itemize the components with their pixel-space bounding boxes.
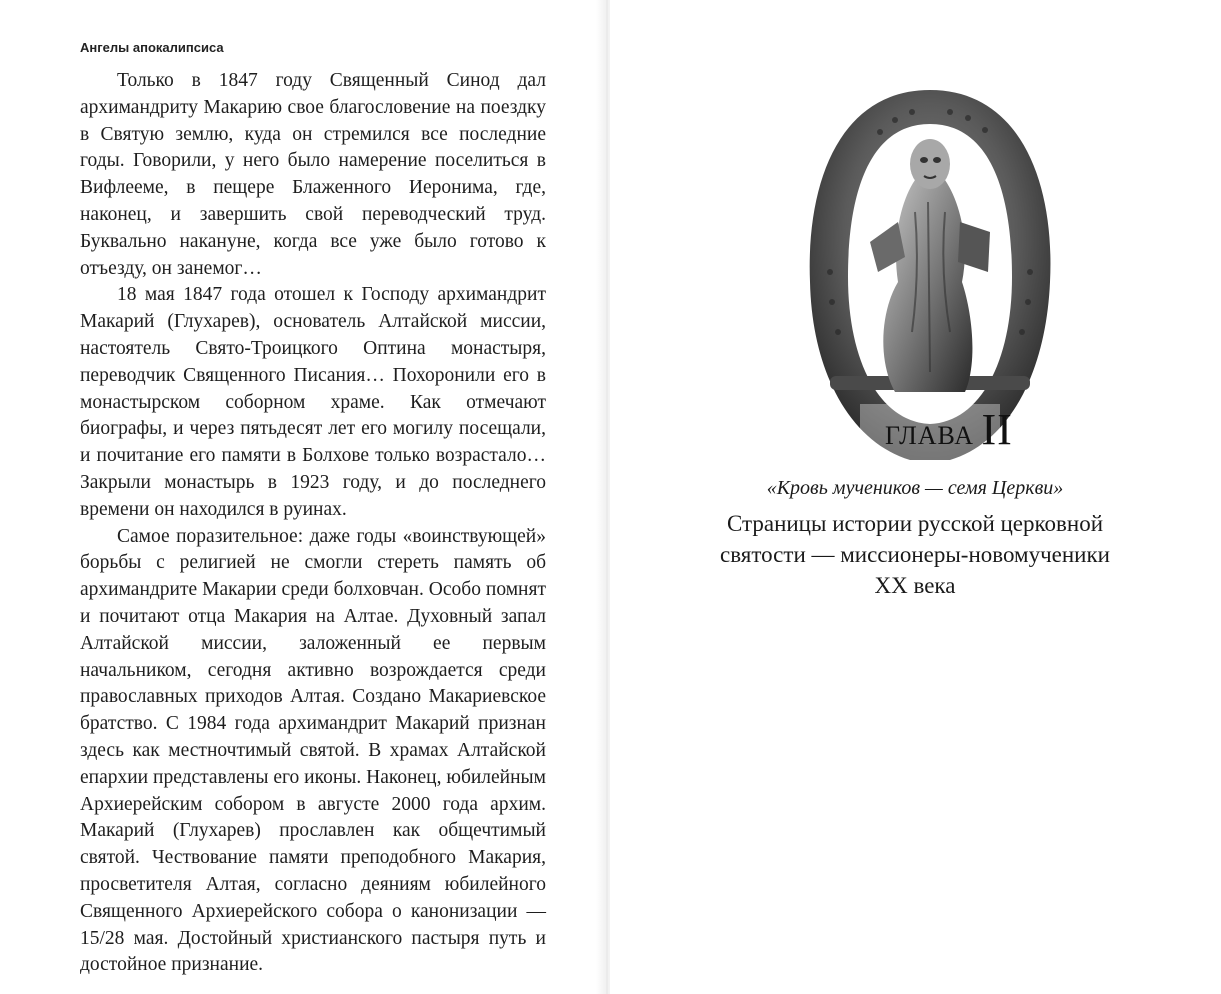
paragraph-3: Самое поразительное: даже годы «воинствующей» борьбы с религией не смогли стереть память об архимандрите Макарии среди болховчан. Особо помнят и почитают отца Макария на Алтае. Духовный запал Алтайской миссии, заложенный ее первым начальником, сегодня активно возрождается среди православных приходов Алтая. Создано Макариевское братство. С 1984 года архимандрит Макарий признан здесь как местночтимый святой. В храмах Алтайской епархии представлены его иконы. Наконец, юбилейным Архиерейским собором в августе 2000 года архим. Макарий (Глухарев) прославлен как общечтимый святой. Чествование памяти преподобного Макария, просветителя Алтая, согласно деяниям юбилейного Священного Архиерейского собора о канонизации — 15/28 мая. Достойный христианского пастыря путь и достойное признание. [80, 525, 546, 976]
chapter-label [885, 404, 1013, 455]
subtitle-line-3: XX века [874, 573, 956, 598]
subtitle-line-1: Страницы истории русской церковной [726, 511, 1104, 536]
subtitle-line-2: святости — миссионеры-новомученики [720, 542, 1110, 567]
paragraph-2: 18 мая 1847 года отошел к Господу архимандрит Макарий (Глухарев), основатель Алтайской миссии, настоятель Свято-Троицкого Оптина монастыря, переводчик Священного Писания… Похоронили его в монастырском соборном храме. Как отмечают биографы, и через пятьдесят лет его могилу посещали, и почитание его памяти в Болхове только возрастало… Закрыли монастырь в 1923 году, и до последнего времени он находился в руинах. [80, 284, 546, 520]
chapter-epigraph: «Кровь мучеников — семя Церкви» [766, 477, 1064, 499]
paragraph-1: Только в 1847 году Священный Синод дал архимандриту Макарию свое благословение на поездку в Святую землю, куда он стремился все последние годы. Говорили, у него было намерение поселиться в Вифлееме, в пещере Блаженного Иеронима, где, наконец, и завершить свой переводческий труд. Буквально накануне, когда все уже было готово к отъезду, он занемог… [80, 70, 546, 279]
body-text [80, 68, 546, 979]
running-head: Ангелы апокалипсиса [80, 40, 224, 55]
right-page [610, 0, 1221, 994]
left-page [0, 0, 600, 994]
chapter-subtitle [670, 508, 1160, 601]
chapter-number: II [981, 405, 1013, 454]
chapter-word: ГЛАВА [885, 421, 974, 450]
